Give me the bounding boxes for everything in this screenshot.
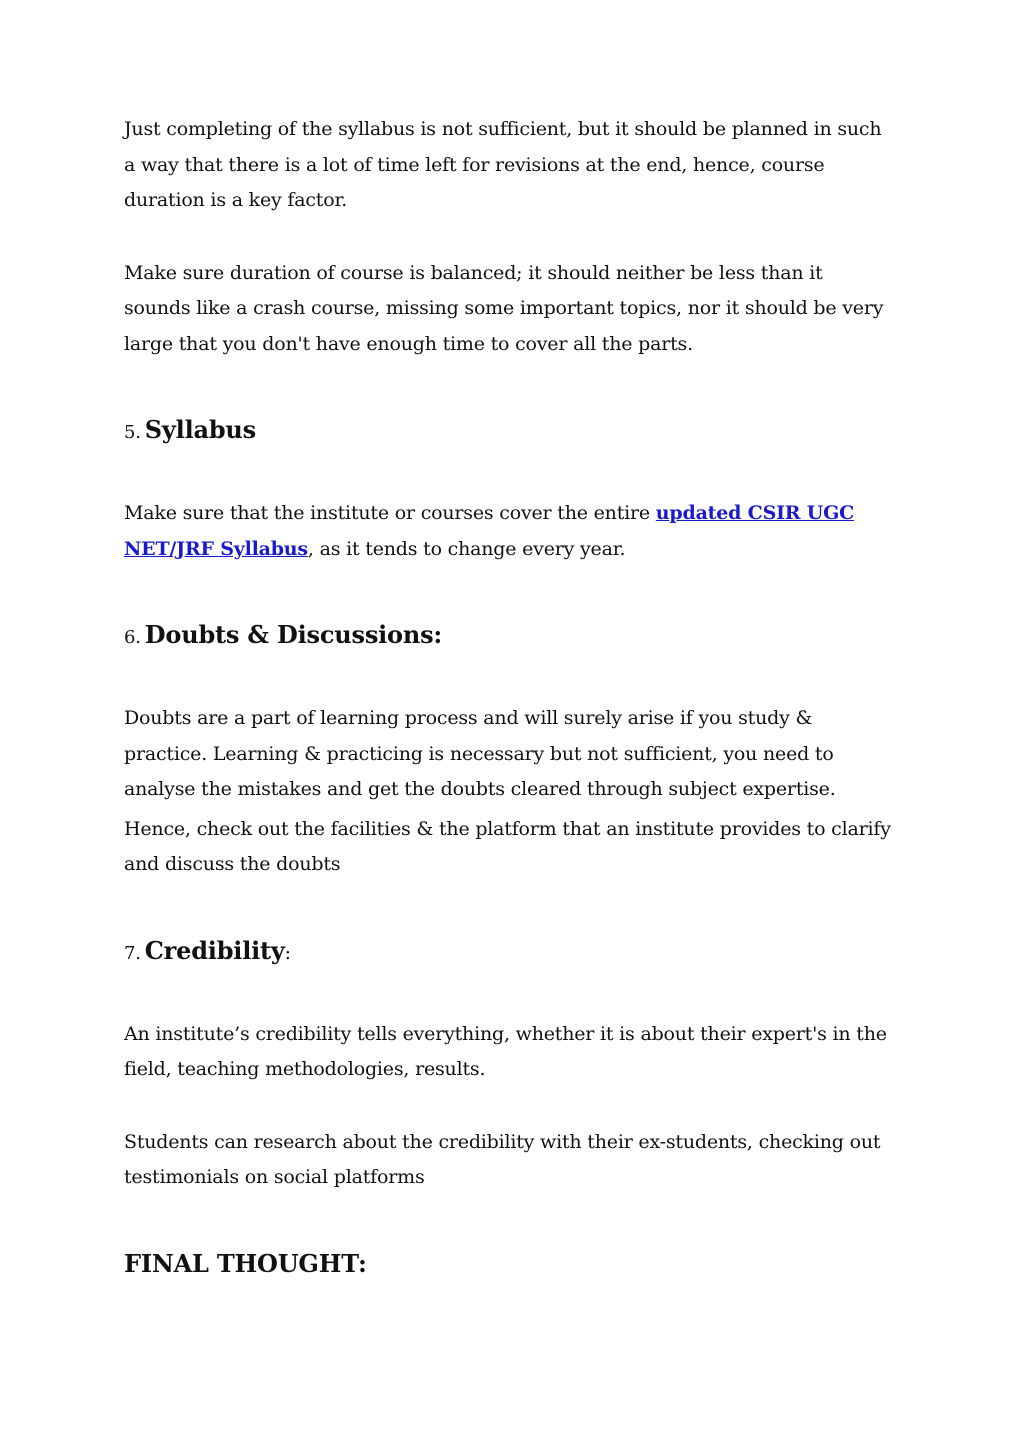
syllabus-text-before: Make sure that the institute or courses cover the entire (124, 502, 656, 524)
paragraph-credibility: An institute’s credibility tells everything, whether it is about their expert's in the field, teaching methodologies, results. (124, 1022, 887, 1080)
heading-number: 5. (124, 422, 141, 443)
paragraph-course-duration: Just completing of the syllabus is not sufficient, but it should be planned in such a way that there is a lot of time left for revisions at the end, hence, course duration is a key factor. (124, 118, 882, 211)
paragraph-syllabus (124, 496, 894, 567)
paragraph-research: Students can research about the credibility with their ex-students, checking out testimonials on social platforms (124, 1130, 881, 1188)
heading-title: Doubts & Discussions: (144, 620, 443, 649)
heading-number: 6. (124, 627, 141, 648)
paragraph-balanced-duration: Make sure duration of course is balanced; it should neither be less than it sounds like a crash course, missing some important topics, nor it should be very large that you don't have enough time to cover all the parts. (124, 261, 884, 355)
heading-final-thought: FINAL THOUGHT: (124, 1248, 367, 1278)
heading-credibility (124, 935, 894, 970)
heading-syllabus (124, 414, 894, 449)
document-page (124, 112, 894, 1280)
syllabus-link[interactable]: updated CSIR UGC NET/JRF Syllabus (124, 502, 855, 560)
heading-suffix: : (284, 941, 291, 964)
heading-doubts-discussions (124, 619, 894, 654)
heading-title: Syllabus (144, 415, 256, 444)
paragraph-doubts: Doubts are a part of learning process and will surely arise if you study & practice. Learning & practicing is necessary but not sufficient, you need to analyse the mistakes and get the doubts cleared through subject expertise. (124, 707, 836, 800)
syllabus-text-after: , as it tends to change every year. (307, 537, 626, 560)
paragraph-facilities: Hence, check out the facilities & the platform that an institute provides to clarify and discuss the doubts (124, 817, 891, 875)
heading-title: Credibility (144, 935, 285, 965)
heading-number: 7. (124, 942, 141, 964)
